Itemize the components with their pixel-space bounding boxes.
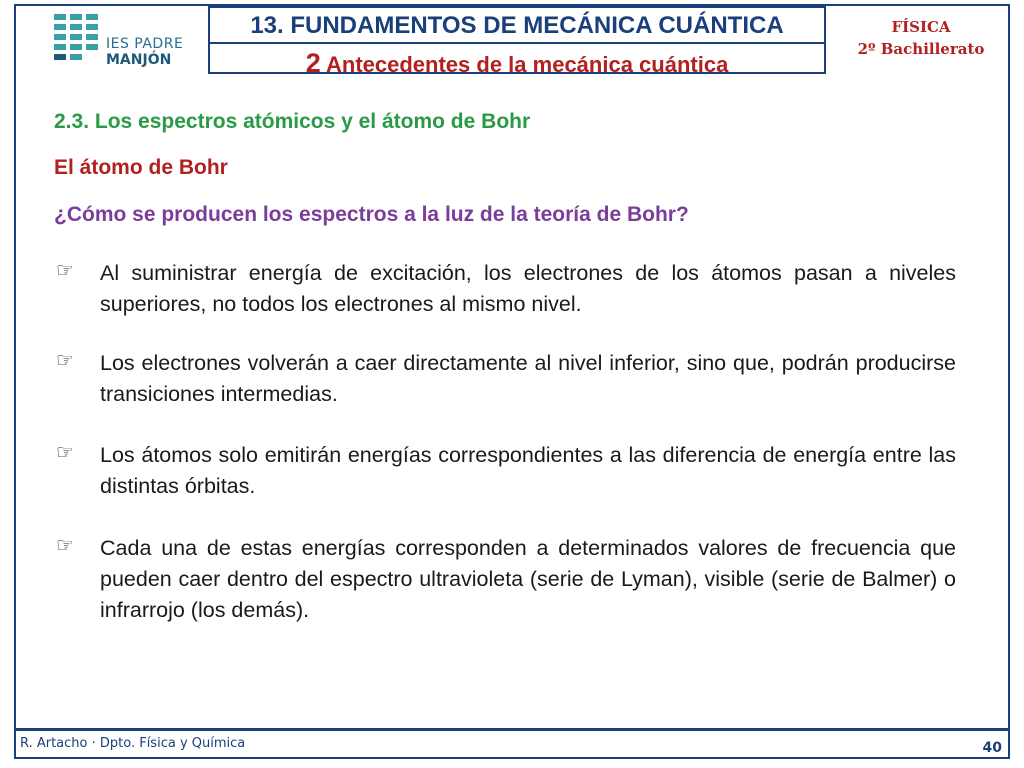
bullet-text: Los electrones volverán a caer directamente al nivel inferior, sino que, podrán producirse transiciones intermedias. (100, 351, 956, 406)
logo-grid-icon (54, 14, 100, 66)
footer-author: R. Artacho · Dpto. Física y Química (20, 736, 246, 751)
subject-label (836, 18, 1006, 58)
bullet-text: Al suministrar energía de excitación, los electrones de los átomos pasan a niveles superiores, no todos los electrones al mismo nivel. (100, 261, 956, 316)
pointing-hand-icon: ☞ (56, 533, 74, 557)
unit-title: 13. FUNDAMENTOS DE MECÁNICA CUÁNTICA (250, 12, 784, 39)
question-heading: ¿Cómo se producen los espectros a la luz de la teoría de Bohr? (54, 203, 689, 226)
chapter-title (210, 48, 824, 79)
title-divider (210, 42, 824, 44)
chapter-number: 2 (305, 48, 321, 78)
bullet-text: Cada una de estas energías corresponden a determinados valores de frecuencia que pueden caer dentro del espectro ultravioleta (serie de Lyman), visible (serie de Balmer) o infrarrojo (los demás). (100, 536, 956, 622)
chapter-title-text: Antecedentes de la mecánica cuántica (320, 52, 729, 77)
title-box (208, 6, 826, 78)
school-logo (54, 14, 194, 66)
pointing-hand-icon: ☞ (56, 348, 74, 372)
subject-name: FÍSICA (891, 18, 951, 36)
logo-text-line2: MANJÓN (106, 52, 172, 68)
bullet-text: Los átomos solo emitirán energías correspondientes a las diferencia de energía entre las distintas órbitas. (100, 443, 956, 498)
page-number: 40 (982, 740, 1002, 756)
footer-divider (14, 728, 1010, 731)
pointing-hand-icon: ☞ (56, 440, 74, 464)
subsection-title: El átomo de Bohr (54, 156, 228, 179)
section-title: 2.3. Los espectros atómicos y el átomo de Bohr (54, 110, 531, 133)
logo-text-line1: IES PADRE (106, 36, 184, 52)
pointing-hand-icon: ☞ (56, 258, 74, 282)
course-name: 2º Bachillerato (857, 40, 985, 58)
